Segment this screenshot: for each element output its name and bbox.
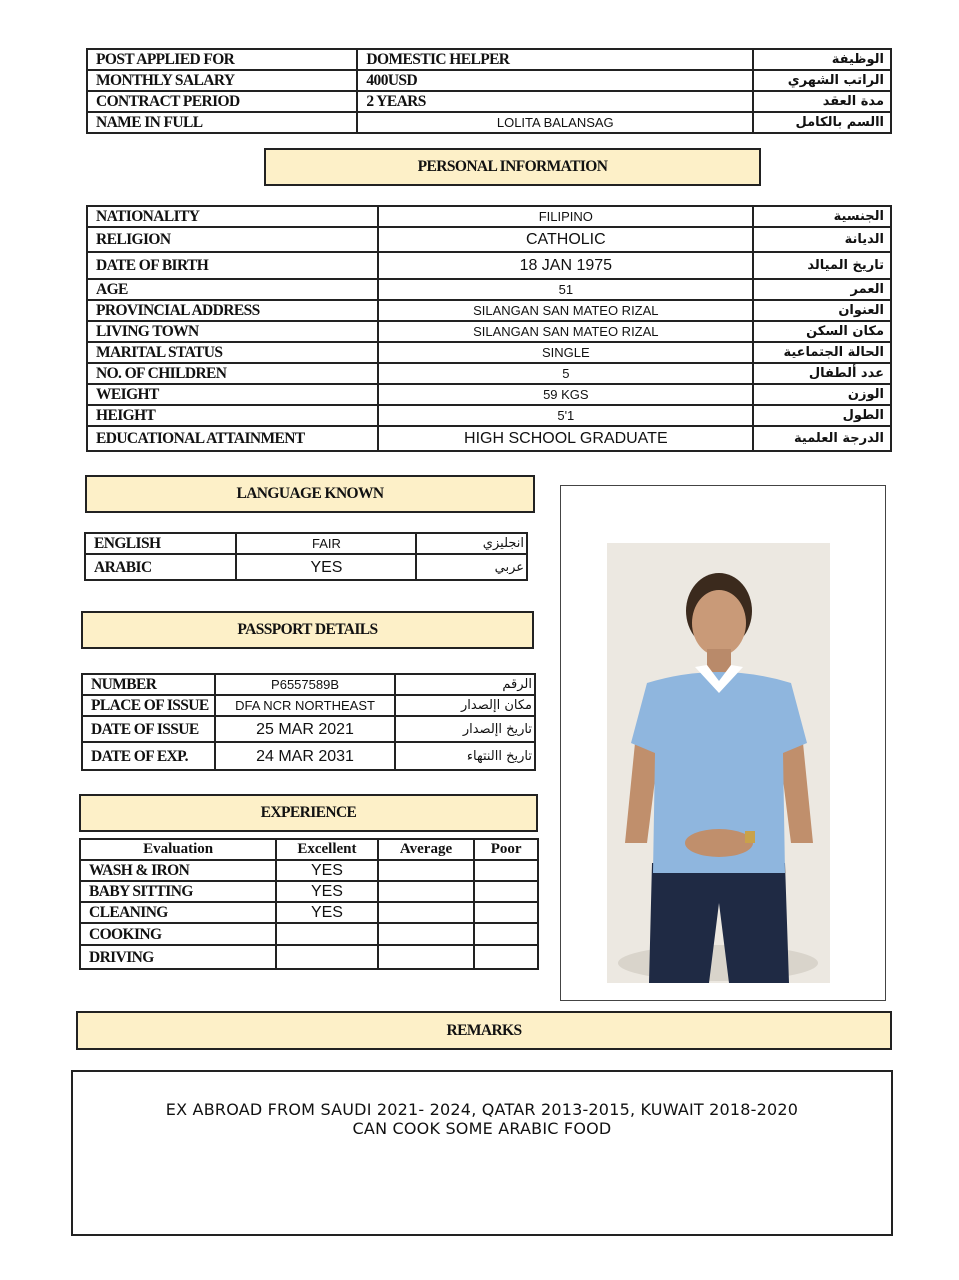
average-cell — [378, 860, 475, 881]
row-arabic-label: الطول — [753, 405, 891, 426]
table-row — [87, 252, 891, 279]
row-value: LOLITA BALANSAG — [357, 112, 753, 133]
table-row — [82, 695, 535, 716]
row-value: 2 YEARS — [357, 91, 753, 112]
row-arabic-label: عربي — [416, 554, 527, 580]
experience-banner: EXPERIENCE — [79, 794, 538, 832]
row-label: NAME IN FULL — [87, 112, 357, 133]
row-label: DATE OF ISSUE — [82, 716, 215, 742]
table-row — [87, 112, 891, 133]
table-row — [80, 945, 538, 969]
row-value: 24 MAR 2031 — [215, 742, 395, 770]
row-label: RELIGION — [87, 227, 378, 252]
row-arabic-label: الوظيفة — [753, 49, 891, 70]
row-label: NO. OF CHILDREN — [87, 363, 378, 384]
row-arabic-label: تاريخ اإلصدار — [395, 716, 535, 742]
column-header: Average — [378, 839, 475, 860]
average-cell — [378, 923, 475, 945]
row-label: HEIGHT — [87, 405, 378, 426]
row-value: 25 MAR 2021 — [215, 716, 395, 742]
average-cell — [378, 945, 475, 969]
passport-banner: PASSPORT DETAILS — [81, 611, 534, 649]
skill-label: COOKING — [80, 923, 276, 945]
excellent-cell: YES — [276, 860, 378, 881]
row-arabic-label: االسم بالكامل — [753, 112, 891, 133]
personal-info-banner: PERSONAL INFORMATION — [264, 148, 761, 186]
row-label: ARABIC — [85, 554, 236, 580]
table-row — [87, 227, 891, 252]
table-row — [82, 742, 535, 770]
row-arabic-label: مكان اإلصدار — [395, 695, 535, 716]
applicant-photo — [607, 543, 830, 983]
row-arabic-label: الدرجة العلمية — [753, 426, 891, 451]
row-value: 400USD — [357, 70, 753, 91]
skill-label: WASH & IRON — [80, 860, 276, 881]
table-row — [87, 321, 891, 342]
average-cell — [378, 902, 475, 923]
row-arabic-label: تاريخ االنتهاء — [395, 742, 535, 770]
row-value: P6557589B — [215, 674, 395, 695]
table-header-row — [80, 839, 538, 860]
row-label: DATE OF BIRTH — [87, 252, 378, 279]
table-row — [80, 902, 538, 923]
row-label: ENGLISH — [85, 533, 236, 554]
row-label: LIVING TOWN — [87, 321, 378, 342]
applicant-portrait-icon — [607, 543, 830, 983]
row-value: 5'1 — [378, 405, 753, 426]
row-label: PLACE OF ISSUE — [82, 695, 215, 716]
row-value: DOMESTIC HELPER — [357, 49, 753, 70]
excellent-cell: YES — [276, 881, 378, 902]
passport-table — [81, 673, 536, 771]
row-arabic-label: العمر — [753, 279, 891, 300]
remarks-line: CAN COOK SOME ARABIC FOOD — [352, 1119, 612, 1138]
column-header: Evaluation — [80, 839, 276, 860]
language-table — [84, 532, 528, 581]
table-row — [87, 91, 891, 112]
table-row — [82, 716, 535, 742]
remarks-text — [73, 1100, 891, 1138]
row-value: SILANGAN SAN MATEO RIZAL — [378, 300, 753, 321]
table-row — [87, 405, 891, 426]
row-value: SINGLE — [378, 342, 753, 363]
poor-cell — [474, 945, 538, 969]
row-arabic-label: الوزن — [753, 384, 891, 405]
row-arabic-label: مكان السكن — [753, 321, 891, 342]
row-arabic-label: مدة العقد — [753, 91, 891, 112]
row-label: POST APPLIED FOR — [87, 49, 357, 70]
row-value: 51 — [378, 279, 753, 300]
row-value: SILANGAN SAN MATEO RIZAL — [378, 321, 753, 342]
column-header: Poor — [474, 839, 538, 860]
table-row — [87, 70, 891, 91]
skill-label: BABY SITTING — [80, 881, 276, 902]
row-arabic-label: العنوان — [753, 300, 891, 321]
row-arabic-label: الراتب الشهري — [753, 70, 891, 91]
row-label: CONTRACT PERIOD — [87, 91, 357, 112]
row-label: MARITAL STATUS — [87, 342, 378, 363]
skill-label: DRIVING — [80, 945, 276, 969]
table-row — [80, 923, 538, 945]
table-row — [85, 533, 527, 554]
excellent-cell: YES — [276, 902, 378, 923]
row-arabic-label: تاريخ الميالد — [753, 252, 891, 279]
table-row — [80, 881, 538, 902]
row-arabic-label: الرقم — [395, 674, 535, 695]
table-row — [87, 384, 891, 405]
table-row — [87, 206, 891, 227]
poor-cell — [474, 923, 538, 945]
language-banner: LANGUAGE KNOWN — [85, 475, 535, 513]
remarks-box — [71, 1070, 893, 1236]
poor-cell — [474, 860, 538, 881]
row-value: 18 JAN 1975 — [378, 252, 753, 279]
experience-table — [79, 838, 539, 970]
table-row — [87, 300, 891, 321]
row-label: PROVINCIAL ADDRESS — [87, 300, 378, 321]
row-label: WEIGHT — [87, 384, 378, 405]
row-label: NUMBER — [82, 674, 215, 695]
poor-cell — [474, 902, 538, 923]
table-row — [87, 363, 891, 384]
table-row — [87, 49, 891, 70]
row-label: NATIONALITY — [87, 206, 378, 227]
row-arabic-label: الحالة الجتماعية — [753, 342, 891, 363]
row-value: 5 — [378, 363, 753, 384]
remarks-line: EX ABROAD FROM SAUDI 2021- 2024, QATAR 2013-2015, KUWAIT 2018-2020 — [165, 1100, 799, 1119]
row-label: DATE OF EXP. — [82, 742, 215, 770]
table-row — [80, 860, 538, 881]
row-arabic-label: عدد ألطفال — [753, 363, 891, 384]
row-value: 59 KGS — [378, 384, 753, 405]
job-details-table — [86, 48, 892, 134]
row-arabic-label: الجنسية — [753, 206, 891, 227]
row-value: FILIPINO — [378, 206, 753, 227]
row-label: EDUCATIONAL ATTAINMENT — [87, 426, 378, 451]
average-cell — [378, 881, 475, 902]
table-row — [87, 342, 891, 363]
remarks-banner: REMARKS — [76, 1011, 892, 1050]
excellent-cell — [276, 923, 378, 945]
poor-cell — [474, 881, 538, 902]
excellent-cell — [276, 945, 378, 969]
row-label: MONTHLY SALARY — [87, 70, 357, 91]
row-value: FAIR — [236, 533, 416, 554]
row-value: CATHOLIC — [378, 227, 753, 252]
table-row — [85, 554, 527, 580]
row-arabic-label: الديانة — [753, 227, 891, 252]
row-label: AGE — [87, 279, 378, 300]
table-row — [82, 674, 535, 695]
row-arabic-label: انجليزي — [416, 533, 527, 554]
row-value: HIGH SCHOOL GRADUATE — [378, 426, 753, 451]
table-row — [87, 426, 891, 451]
table-row — [87, 279, 891, 300]
column-header: Excellent — [276, 839, 378, 860]
skill-label: CLEANING — [80, 902, 276, 923]
personal-info-table — [86, 205, 892, 452]
row-value: DFA NCR NORTHEAST — [215, 695, 395, 716]
row-value: YES — [236, 554, 416, 580]
